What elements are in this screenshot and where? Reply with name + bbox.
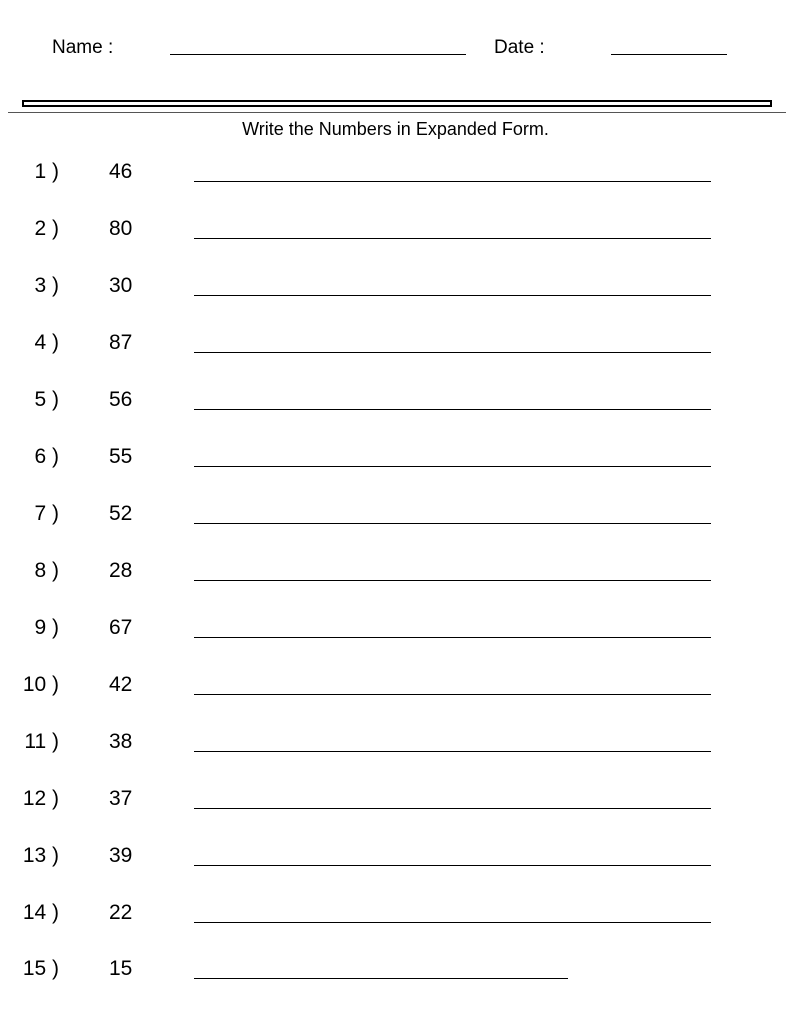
problem-row xyxy=(0,444,791,484)
problem-number: 80 xyxy=(109,217,133,240)
answer-line[interactable] xyxy=(194,181,711,182)
problem-number: 52 xyxy=(109,502,133,525)
problem-index: 5 ) xyxy=(34,388,59,411)
problem-row xyxy=(0,956,791,996)
problem-index: 4 ) xyxy=(34,331,59,354)
problem-index: 8 ) xyxy=(34,559,59,582)
problem-number: 38 xyxy=(109,730,133,753)
answer-line[interactable] xyxy=(194,865,711,866)
answer-line[interactable] xyxy=(194,409,711,410)
header-divider-bar xyxy=(22,100,772,107)
problem-number: 37 xyxy=(109,787,133,810)
problem-index: 14 ) xyxy=(22,901,59,924)
problem-row xyxy=(0,501,791,541)
problem-index: 15 ) xyxy=(22,957,59,980)
problem-row xyxy=(0,558,791,598)
problem-number: 30 xyxy=(109,274,133,297)
problem-row xyxy=(0,159,791,199)
problem-row xyxy=(0,387,791,427)
answer-line[interactable] xyxy=(194,238,711,239)
problem-row xyxy=(0,273,791,313)
answer-line[interactable] xyxy=(194,580,711,581)
problem-number: 46 xyxy=(109,160,133,183)
answer-line[interactable] xyxy=(194,922,711,923)
answer-line[interactable] xyxy=(194,808,711,809)
problem-number: 42 xyxy=(109,673,133,696)
problem-number: 56 xyxy=(109,388,133,411)
problem-index: 7 ) xyxy=(34,502,59,525)
date-label: Date : xyxy=(494,37,545,58)
problem-index: 10 ) xyxy=(22,673,59,696)
problem-row xyxy=(0,672,791,712)
answer-line[interactable] xyxy=(194,466,711,467)
problem-number: 39 xyxy=(109,844,133,867)
problem-index: 2 ) xyxy=(34,217,59,240)
problem-index: 6 ) xyxy=(34,445,59,468)
problem-index: 3 ) xyxy=(34,274,59,297)
name-answer-line[interactable] xyxy=(170,54,466,55)
answer-line[interactable] xyxy=(194,637,711,638)
problem-row xyxy=(0,843,791,883)
problem-row xyxy=(0,216,791,256)
answer-line[interactable] xyxy=(194,694,711,695)
instructions-text: Write the Numbers in Expanded Form. xyxy=(242,119,549,139)
answer-line[interactable] xyxy=(194,751,711,752)
problem-row xyxy=(0,615,791,655)
answer-line[interactable] xyxy=(194,523,711,524)
problem-index: 9 ) xyxy=(34,616,59,639)
problem-row xyxy=(0,786,791,826)
problem-number: 22 xyxy=(109,901,133,924)
name-label: Name : xyxy=(52,37,114,58)
problem-index: 12 ) xyxy=(22,787,59,810)
problem-row xyxy=(0,330,791,370)
problem-index: 11 ) xyxy=(24,730,59,753)
problem-row xyxy=(0,729,791,769)
problem-row xyxy=(0,900,791,940)
header-separator-line xyxy=(8,112,786,113)
problem-number: 87 xyxy=(109,331,133,354)
answer-line[interactable] xyxy=(194,352,711,353)
problem-number: 67 xyxy=(109,616,133,639)
answer-line[interactable] xyxy=(194,295,711,296)
problem-number: 28 xyxy=(109,559,133,582)
problem-number: 15 xyxy=(109,957,133,980)
problem-index: 1 ) xyxy=(34,160,59,183)
problem-index: 13 ) xyxy=(22,844,59,867)
answer-line[interactable] xyxy=(194,978,568,979)
date-answer-line[interactable] xyxy=(611,54,727,55)
problem-number: 55 xyxy=(109,445,133,468)
